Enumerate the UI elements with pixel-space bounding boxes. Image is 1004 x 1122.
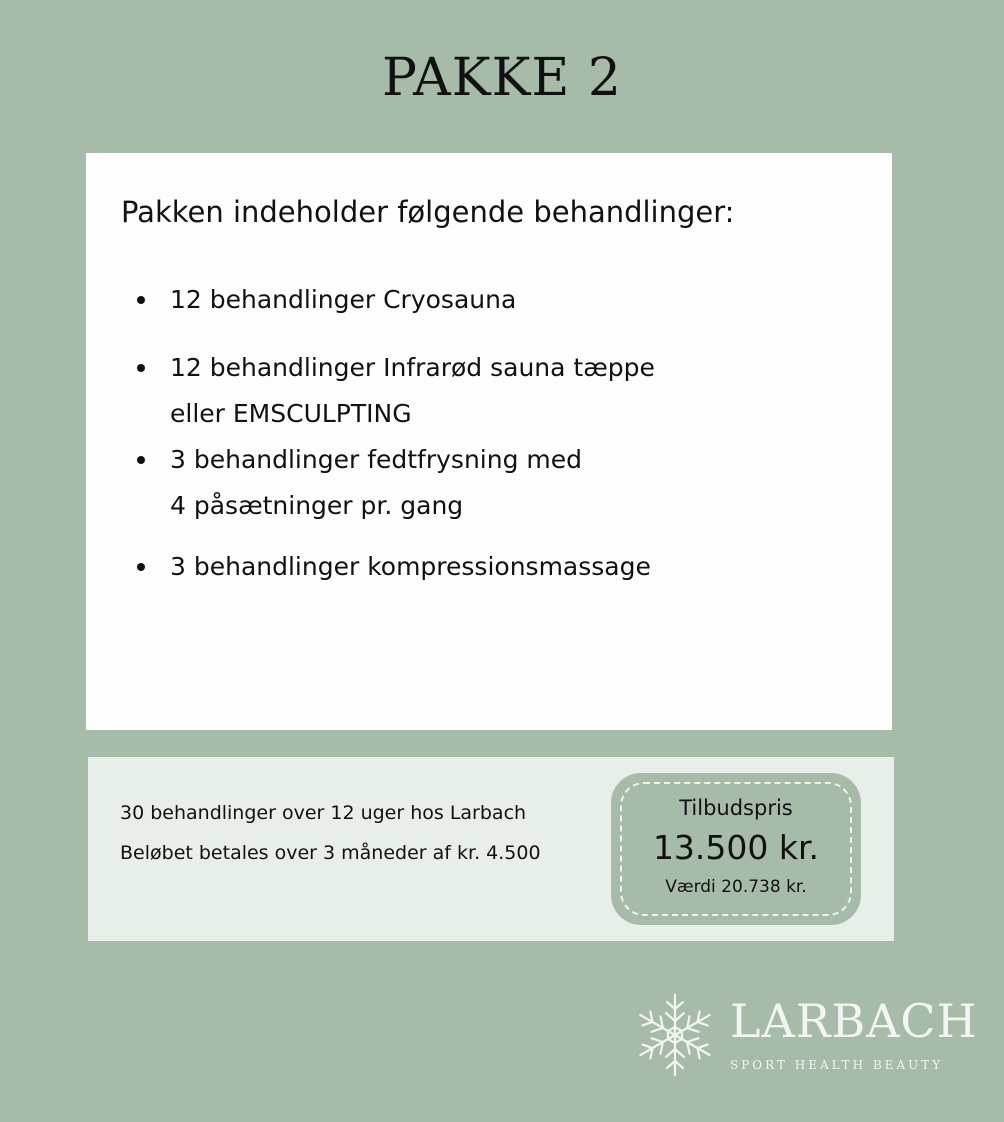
- price-badge: [611, 773, 861, 925]
- info-line-payment: Beløbet betales over 3 måneder af kr. 4.500: [120, 842, 541, 864]
- list-item-text-cont: eller EMSCULPTING: [170, 399, 412, 428]
- info-panel: [88, 757, 894, 941]
- list-item-text: 12 behandlinger Infrarød sauna tæppe: [170, 353, 655, 382]
- list-item-text-cont: 4 påsætninger pr. gang: [170, 491, 464, 520]
- info-text: [120, 793, 541, 873]
- list-item: [170, 544, 651, 590]
- list-item-text: 3 behandlinger fedtfrysning med: [170, 445, 582, 474]
- list-item: [170, 277, 516, 323]
- price-label: Tilbudspris: [679, 796, 793, 820]
- list-item-text: 3 behandlinger kompressionsmassage: [170, 552, 651, 581]
- snowflake-icon: [630, 990, 720, 1080]
- brand-tagline: SPORT HEALTH BEAUTY: [730, 1058, 944, 1072]
- price-badge-border: [620, 782, 852, 916]
- list-item-text: 12 behandlinger Cryosauna: [170, 285, 517, 314]
- brand-logo: [630, 990, 978, 1080]
- page-title: PAKKE 2: [381, 48, 623, 108]
- price-note: Værdi 20.738 kr.: [665, 877, 807, 897]
- brand-name: LARBACH: [730, 994, 978, 1048]
- list-item: [170, 437, 582, 529]
- info-line-sessions: 30 behandlinger over 12 uger hos Larbach: [120, 802, 527, 824]
- price-value: 13.500 kr.: [652, 828, 820, 867]
- card-heading: Pakken indeholder følgende behandlinger:: [121, 195, 735, 229]
- list-item: [170, 345, 655, 437]
- treatments-card: [86, 153, 892, 730]
